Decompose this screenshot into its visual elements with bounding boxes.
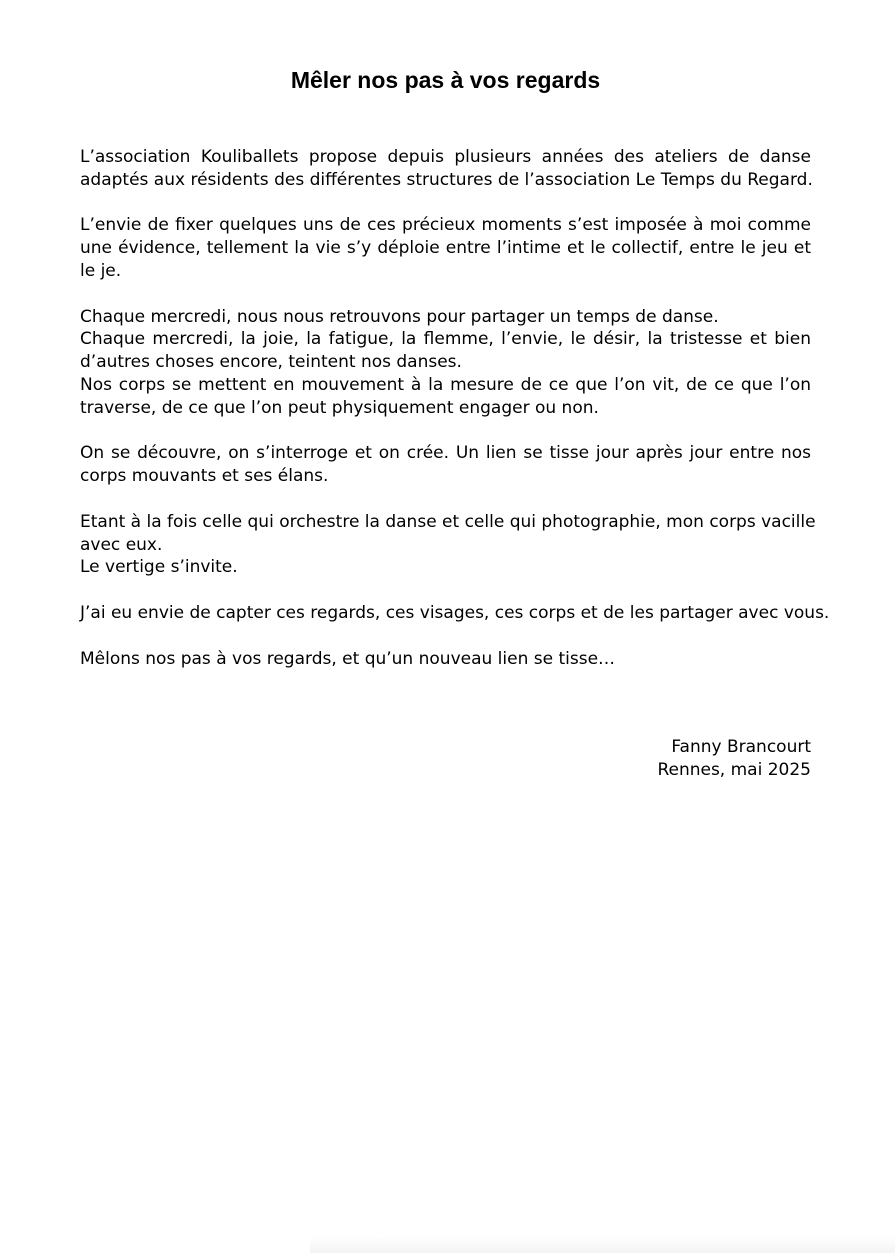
- text-line: avec eux.: [80, 534, 163, 555]
- paragraph-desire: [80, 214, 811, 282]
- text-line: une évidence, tellement la vie s’y déploie entre l’intime et le collectif, entre le jeu et: [80, 238, 811, 259]
- paragraph-intro: [80, 146, 811, 192]
- text-line: J’ai eu envie de capter ces regards, ces visages, ces corps et de les partager avec vous.: [80, 602, 830, 623]
- text-line: L’envie de fixer quelques uns de ces précieux moments s’est imposée à moi comme: [80, 215, 811, 236]
- text-line: Mêlons nos pas à vos regards, et qu’un nouveau lien se tisse…: [80, 648, 616, 669]
- text-line: adaptés aux résidents des différentes structures de l’association Le Temps du Regard.: [80, 169, 813, 190]
- paragraph-wednesday: [80, 306, 811, 420]
- text-line: le je.: [80, 260, 122, 281]
- text-line: corps mouvants et ses élans.: [80, 466, 329, 487]
- text-line: traverse, de ce que l’on peut physiquement engager ou non.: [80, 397, 599, 418]
- text-line: L’association Kouliballets propose depuis plusieurs années des ateliers de danse: [80, 147, 811, 167]
- signature-block: [480, 736, 811, 782]
- text-line: Le vertige s’invite.: [80, 557, 238, 578]
- paragraph-orchestrate: [80, 511, 816, 579]
- document-title: Mêler nos pas à vos regards: [290, 67, 601, 93]
- document-body: [80, 146, 830, 693]
- paragraph-closing: [80, 648, 811, 671]
- text-line: Chaque mercredi, la joie, la fatigue, la flemme, l’envie, le désir, la tristesse et bien: [80, 329, 811, 350]
- text-line: Etant à la fois celle qui orchestre la danse et celle qui photographie, mon corps vacille: [80, 511, 816, 532]
- text-line: Nos corps se mettent en mouvement à la mesure de ce que l’on vit, de ce que l’on: [80, 374, 811, 395]
- text-line: d’autres choses encore, teintent nos danses.: [80, 352, 462, 373]
- paragraph-discovery: [80, 442, 811, 488]
- author-name: Fanny Brancourt: [671, 737, 811, 757]
- paragraph-capture: [80, 602, 830, 625]
- text-line: Chaque mercredi, nous nous retrouvons pour partager un temps de danse.: [80, 306, 719, 327]
- place-date: Rennes, mai 2025: [657, 759, 811, 780]
- text-line: On se découvre, on s’interroge et on crée. Un lien se tisse jour après jour entre nos: [80, 443, 811, 464]
- page-edge-shadow: [310, 1236, 895, 1253]
